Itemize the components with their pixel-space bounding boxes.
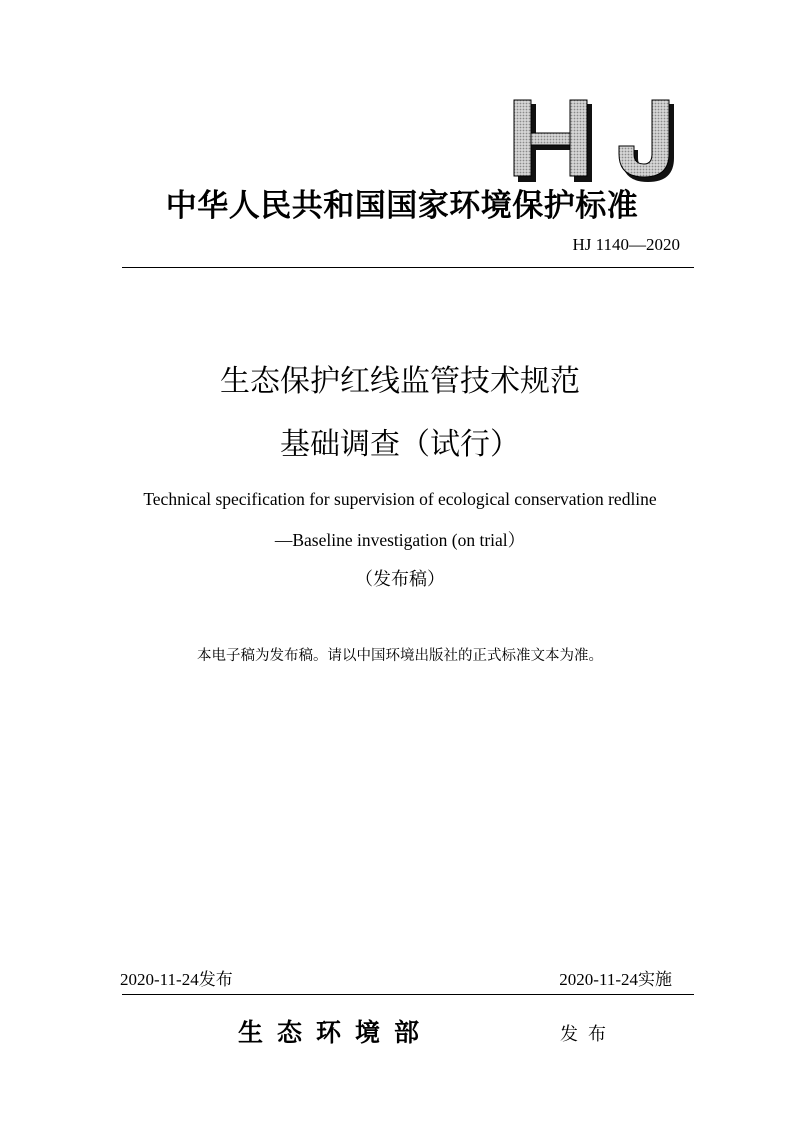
issuing-ministry: 生态环境部: [238, 1018, 434, 1047]
publish-label: 发布: [560, 1024, 616, 1045]
title-line-1: 生态保护红线监管技术规范: [220, 364, 580, 399]
implement-date: 2020-11-24实施: [559, 970, 672, 989]
english-title-line-2: —Baseline investigation (on trial）: [274, 530, 526, 550]
english-title-line-1: Technical specification for supervision of ecological conservation redline: [143, 489, 657, 509]
issue-date: 2020-11-24发布: [120, 970, 233, 989]
draft-label: （发布稿）: [355, 569, 445, 590]
notice-text: 本电子稿为发布稿。请以中国环境出版社的正式标准文本为准。: [197, 648, 603, 664]
footer-divider: [122, 994, 694, 995]
header-divider: [122, 267, 694, 268]
hj-logo: [510, 96, 680, 186]
title-line-2: 基础调查（试行）: [280, 427, 520, 462]
standard-code: HJ 1140—2020: [572, 235, 680, 254]
standard-name: 中华人民共和国国家环境保护标准: [165, 188, 639, 224]
